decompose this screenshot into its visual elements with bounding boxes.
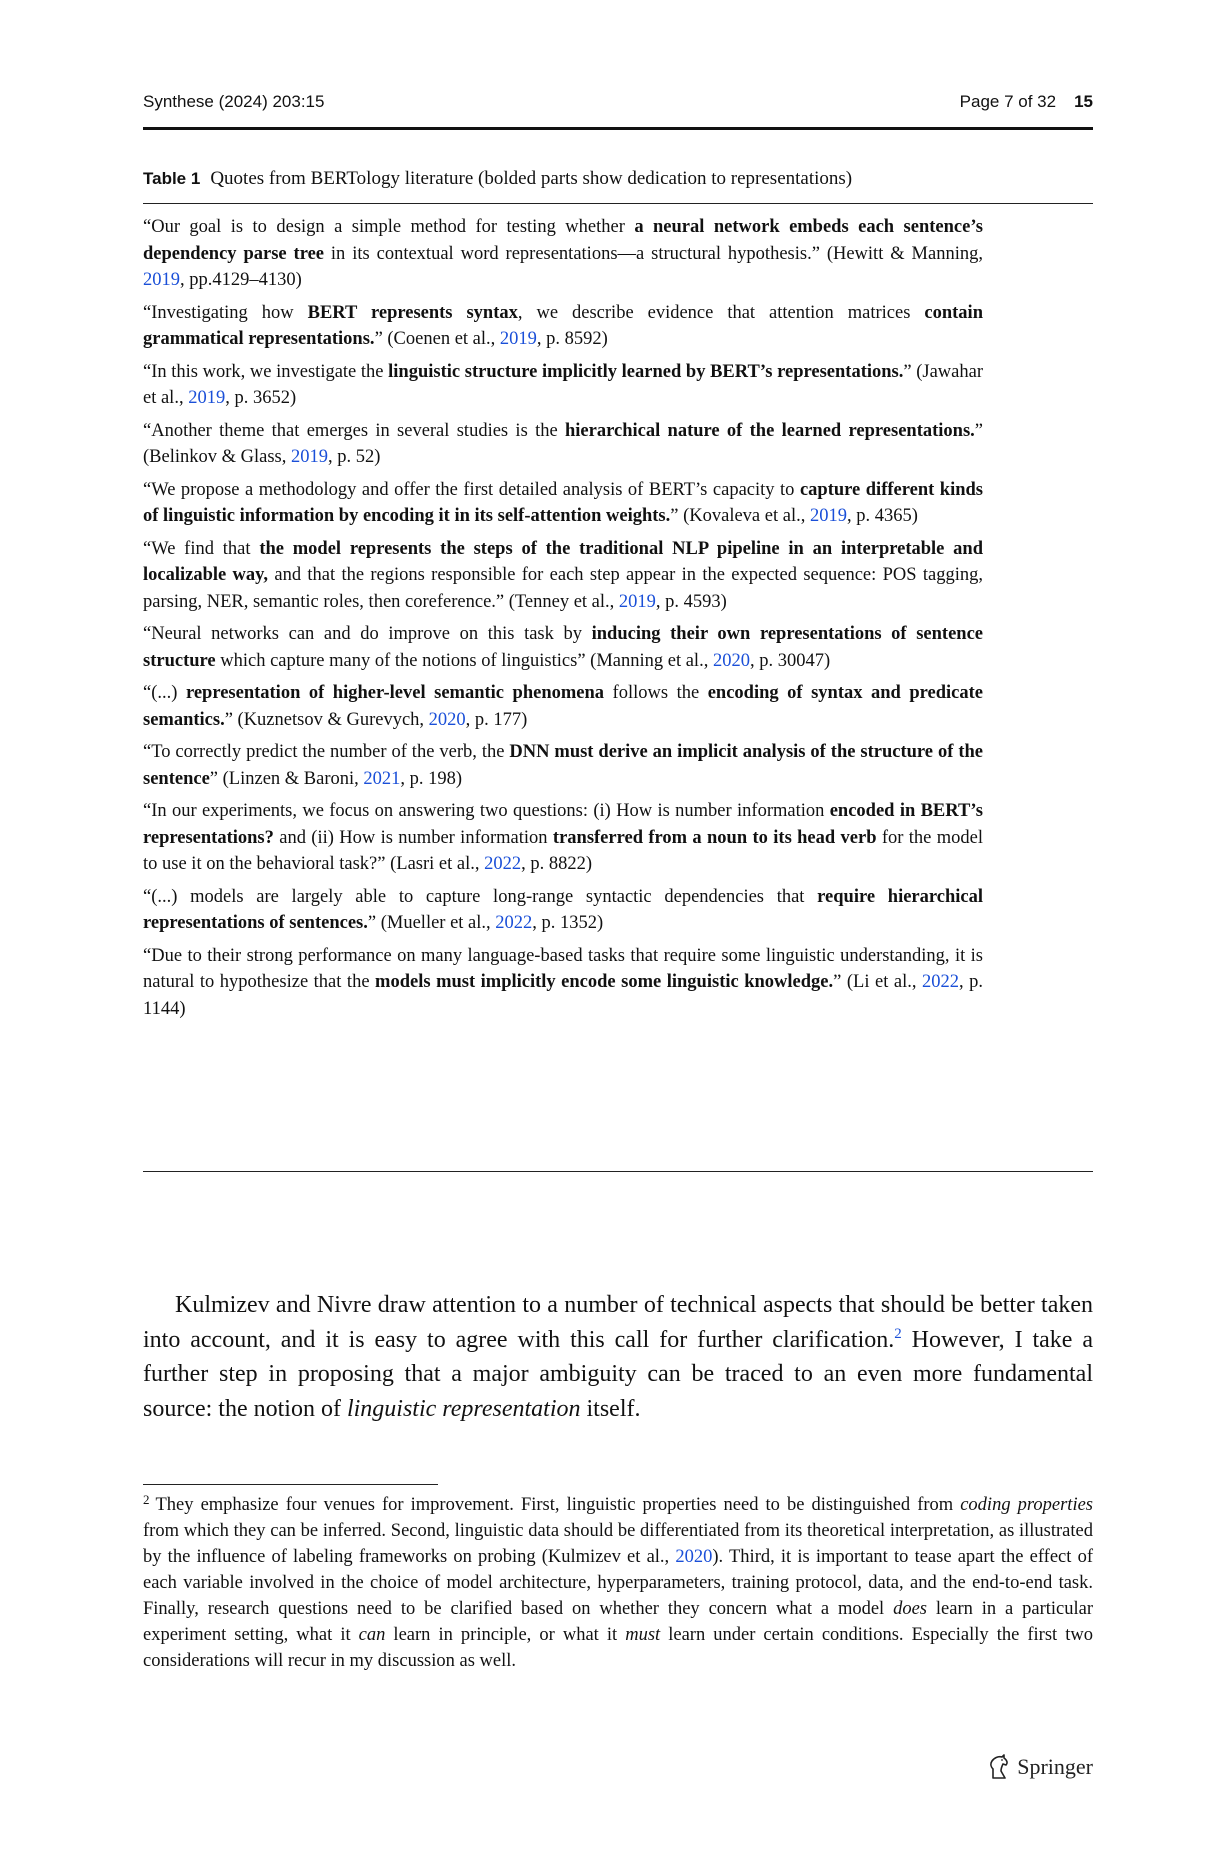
quote-text: ” (Kovaleva et al., [670, 506, 810, 526]
bold-phrase: encoded in BERT’s representations? [143, 801, 983, 848]
bold-phrase: require hierarchical representations of sentences. [143, 886, 983, 933]
citation-year-link[interactable]: 2021 [363, 768, 401, 789]
table-caption-text: Quotes from BERTology literature (bolded parts show dedication to representations) [210, 168, 853, 189]
citation-year-link[interactable]: 2019 [618, 591, 656, 612]
bold-phrase: BERT represents syntax [307, 302, 518, 323]
quote-text: , p. 52) [328, 447, 381, 467]
quote-text: ” (Belinkov & Glass, [143, 420, 983, 467]
footnote-rule [143, 1484, 438, 1485]
footnote-text [143, 1495, 1093, 1671]
bold-phrase: models must implicitly encode some linguistic knowledge. [375, 972, 834, 992]
quote-text: “In our experiments, we focus on answering two questions: (i) How is number information [143, 801, 830, 821]
footnote-reference[interactable]: 2 [894, 1325, 902, 1342]
quotes-table-body [143, 214, 983, 1028]
bold-phrase: encoding of syntax and predicate semantics. [143, 683, 983, 730]
table-row [143, 300, 983, 353]
body-paragraph [143, 1288, 1093, 1426]
table-caption [143, 168, 1093, 190]
body-text-1: Kulmizev and Nivre draw attention to a number of technical aspects that should be better taken into account, and it is easy to agree with this call for further clarification. [143, 1292, 1093, 1353]
journal-citation: Synthese (2024) 203:15 [143, 92, 325, 111]
citation-year-link[interactable]: 2020 [675, 1547, 713, 1567]
bold-phrase: the model represents the steps of the traditional NLP pipeline in an interpretable and localizable way, [143, 538, 983, 585]
table-top-rule [143, 203, 1093, 204]
quote-text: ” (Li et al., [833, 972, 922, 992]
footnote-emphasis: can [358, 1625, 386, 1645]
citation-year-link[interactable]: 2019 [291, 447, 328, 467]
table-row [143, 477, 983, 530]
quote-text: ” (Jawahar et al., [143, 361, 983, 408]
quote-text: in its contextual word representations—a structural hypothesis.” (Hewitt & Manning, [324, 243, 983, 264]
table-row [143, 359, 983, 412]
quote-text: which capture many of the notions of linguistics” (Manning et al., [215, 650, 713, 671]
table-row [143, 884, 983, 937]
quote-text: , p. 198) [400, 768, 463, 789]
citation-year-link[interactable]: 2019 [143, 270, 180, 290]
quote-text: , p. 4365) [846, 506, 918, 526]
footnote-mark: 2 [143, 1492, 150, 1507]
bold-phrase: DNN must derive an implicit analysis of the structure of the sentence [143, 742, 983, 789]
page-of-label: Page 7 of 32 [959, 92, 1057, 111]
springer-horse-icon [987, 1754, 1011, 1780]
citation-year-link[interactable]: 2022 [921, 972, 959, 992]
table-row [143, 798, 983, 878]
quote-text: “To correctly predict the number of the verb, the [143, 742, 510, 762]
quote-text: , p. 30047) [749, 650, 831, 671]
footnote [143, 1492, 1093, 1674]
table-bottom-rule [143, 1171, 1093, 1172]
header-rule [143, 127, 1093, 130]
bold-phrase: inducing their own representations of sentence structure [143, 624, 983, 671]
publisher-name: Springer [1017, 1754, 1093, 1779]
running-header [143, 90, 1093, 122]
quote-text: , p. 8592) [536, 329, 608, 349]
table-row [143, 418, 983, 471]
table-row [143, 739, 983, 792]
quote-text: , p. 8822) [521, 854, 593, 874]
quote-text: , p. 4593) [655, 591, 727, 612]
quote-text: “In this work, we investigate the [143, 361, 389, 382]
quote-text: follows the [604, 683, 708, 703]
footnote-segment: ). Third, it is important to tease apart the effect of each variable involved in the choice of model architecture, hyperparameters, training protocol, data, and the end-to-end task. Finally, research questions need to be clarified based on whether they concern what a model [143, 1547, 1093, 1619]
bold-phrase: transferred from a noun to its head verb [552, 827, 877, 848]
quote-text: ” (Linzen & Baroni, [209, 768, 364, 789]
citation-year-link[interactable]: 2019 [499, 329, 537, 349]
citation-year-link[interactable]: 2020 [428, 709, 466, 730]
body-text-3: itself. [580, 1395, 641, 1422]
quote-text: “Neural networks can and do improve on this task by [143, 624, 592, 644]
page-number: 15 [1074, 92, 1093, 111]
table-row [143, 943, 983, 1023]
table-row [143, 536, 983, 616]
quote-text: ” (Coenen et al., [374, 329, 500, 349]
quote-text: , p. 3652) [225, 388, 297, 408]
footnote-segment: learn in principle, or what it [385, 1625, 626, 1645]
quote-text: , p. 1144) [143, 972, 984, 1019]
page-indicator [960, 92, 1093, 112]
footnote-emphasis: must [625, 1625, 661, 1645]
footnote-segment: They emphasize four venues for improvement. First, linguistic properties need to be distinguished from [155, 1495, 961, 1515]
quote-text: , pp.4129–4130) [180, 270, 302, 290]
footnote-emphasis: coding properties [960, 1495, 1093, 1515]
footnote-segment: from which they can be inferred. Second, linguistic data should be differentiated from its theoretical interpretation, as illustrated by the influence of labeling frameworks on probing (Kulmizev et al., [143, 1521, 1093, 1567]
bold-phrase: linguistic structure implicitly learned by BERT’s representations. [388, 361, 904, 382]
quote-text: “Another theme that emerges in several studies is the [143, 420, 565, 441]
quote-text: , p. 177) [465, 709, 528, 730]
citation-year-link[interactable]: 2022 [484, 854, 522, 874]
bold-phrase: hierarchical nature of the learned representations. [565, 420, 975, 441]
quote-text: , p. 1352) [532, 913, 604, 933]
quote-text: “Due to their strong performance on many language-based tasks that require some linguistic understanding, it is natural to hypothesize that the [143, 945, 983, 992]
bold-phrase: contain grammatical representations. [143, 302, 983, 349]
quote-text: “(...) models are largely able to capture long-range syntactic dependencies that [143, 886, 818, 907]
quote-text: “Investigating how [143, 302, 308, 323]
citation-year-link[interactable]: 2020 [712, 650, 750, 671]
citation-year-link[interactable]: 2019 [188, 388, 226, 408]
quote-text: ” (Kuznetsov & Gurevych, [224, 709, 429, 730]
footnote-segment: learn under certain conditions. Especially the first two considerations will recur in my discussion as well. [143, 1625, 1093, 1671]
table-row [143, 680, 983, 733]
footnote-emphasis: does [893, 1599, 927, 1619]
bold-phrase: capture different kinds of linguistic information by encoding it in its self-attention weights. [143, 479, 983, 526]
table-label: Table 1 [143, 169, 201, 188]
body-emphasis: linguistic representation [346, 1395, 581, 1422]
quote-text: and that the regions responsible for each step appear in the expected sequence: POS tagging, parsing, NER, semantic roles, then coreference.” (Tenney et al., [143, 565, 983, 612]
quote-text: , we describe evidence that attention matrices [517, 302, 925, 323]
table-row [143, 621, 983, 674]
footnote-segment: learn in a particular experiment setting, what it [143, 1599, 1093, 1645]
quote-text: “We propose a methodology and offer the first detailed analysis of BERT’s capacity to [143, 479, 800, 500]
body-text-2: However, I take a further step in proposing that a major ambiguity can be traced to an even more fundamental source: the notion of [143, 1326, 1094, 1422]
quote-text: and (ii) How is number information [273, 827, 553, 848]
bold-phrase: representation of higher-level semantic phenomena [185, 683, 605, 703]
quote-text: “Our goal is to design a simple method for testing whether [143, 217, 635, 237]
bold-phrase: a neural network embeds each sentence’s dependency parse tree [143, 217, 983, 264]
citation-year-link[interactable]: 2019 [809, 506, 847, 526]
quote-text: “We find that [143, 538, 260, 559]
publisher-logo [987, 1752, 1093, 1782]
table-row [143, 214, 983, 294]
quote-text: for the model to use it on the behavioral task?” (Lasri et al., [143, 827, 984, 874]
quote-text: “(...) [143, 683, 186, 703]
quote-text: ” (Mueller et al., [367, 913, 496, 933]
citation-year-link[interactable]: 2022 [495, 913, 533, 933]
